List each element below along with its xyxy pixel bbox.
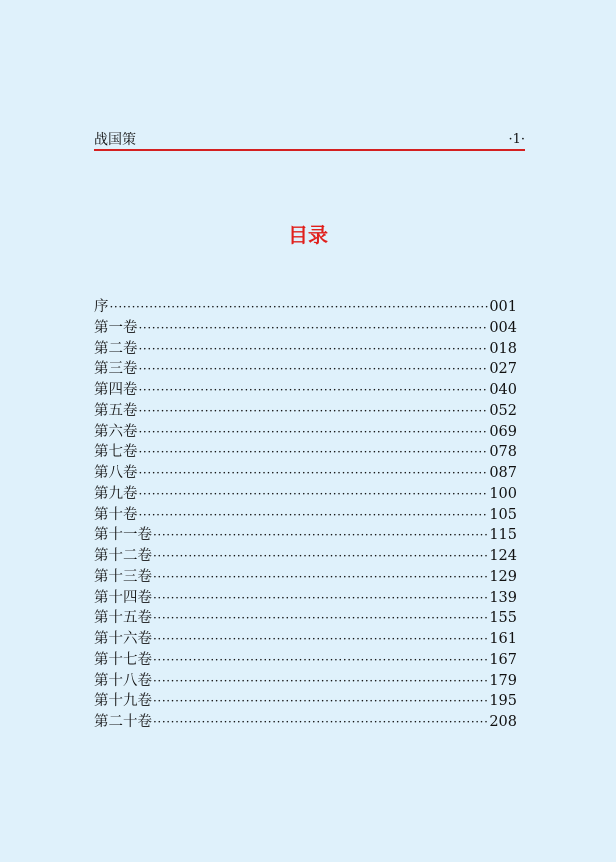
toc-entry-page-number: 115 bbox=[489, 527, 517, 544]
dot-leader bbox=[139, 380, 489, 401]
toc-entry[interactable] bbox=[94, 567, 517, 588]
dot-leader bbox=[139, 484, 489, 505]
toc-entry-page-number: 195 bbox=[489, 693, 517, 710]
toc-entry-label: 第三卷 bbox=[94, 361, 138, 378]
toc-entry-page-number: 040 bbox=[489, 382, 517, 398]
toc-entry[interactable] bbox=[94, 422, 517, 443]
dot-leader bbox=[139, 422, 489, 443]
dot-leader bbox=[139, 463, 489, 484]
toc-entry-page-number: 100 bbox=[489, 485, 517, 502]
toc-entry-label: 序 bbox=[94, 299, 109, 315]
toc-entry[interactable] bbox=[94, 297, 517, 318]
dot-leader bbox=[153, 671, 488, 692]
toc-entry-label: 第十五卷 bbox=[94, 610, 152, 627]
toc-entry-label: 第六卷 bbox=[94, 423, 138, 440]
toc-entry[interactable] bbox=[94, 525, 517, 546]
toc-entry-label: 第九卷 bbox=[94, 485, 138, 502]
dot-leader bbox=[139, 339, 489, 360]
toc-entry[interactable] bbox=[94, 463, 517, 484]
dot-leader bbox=[110, 297, 489, 318]
toc-entry-label: 第一卷 bbox=[94, 319, 138, 336]
toc-entry-label: 第七卷 bbox=[94, 444, 138, 461]
toc-entry-label: 第二十卷 bbox=[94, 714, 152, 730]
toc-entry-page-number: 052 bbox=[489, 402, 517, 419]
toc-entry[interactable] bbox=[94, 691, 517, 712]
toc-entry-label: 第八卷 bbox=[94, 465, 138, 481]
dot-leader bbox=[153, 525, 488, 546]
toc-entry[interactable] bbox=[94, 339, 517, 360]
toc-entry-label: 第五卷 bbox=[94, 402, 138, 419]
toc-entry[interactable] bbox=[94, 401, 517, 422]
toc-entry-page-number: 001 bbox=[489, 299, 517, 315]
toc-entry-page-number: 155 bbox=[489, 610, 517, 627]
dot-leader bbox=[153, 629, 488, 650]
toc-entry-page-number: 208 bbox=[489, 714, 517, 730]
toc-entry-page-number: 027 bbox=[489, 361, 517, 378]
dot-leader bbox=[153, 588, 488, 609]
toc-entry-label: 第十一卷 bbox=[94, 527, 152, 544]
table-of-contents bbox=[94, 297, 517, 733]
dot-leader bbox=[139, 505, 489, 526]
dot-leader bbox=[153, 546, 488, 567]
toc-entry-page-number: 087 bbox=[489, 465, 517, 481]
toc-entry-page-number: 078 bbox=[489, 444, 517, 461]
dot-leader bbox=[139, 318, 489, 339]
toc-entry-label: 第十六卷 bbox=[94, 631, 152, 647]
toc-entry-label: 第十八卷 bbox=[94, 672, 152, 689]
toc-entry[interactable] bbox=[94, 712, 517, 733]
toc-entry-label: 第十二卷 bbox=[94, 548, 152, 564]
toc-entry[interactable] bbox=[94, 318, 517, 339]
toc-entry-page-number: 069 bbox=[489, 423, 517, 440]
dot-leader bbox=[139, 359, 489, 380]
dot-leader bbox=[153, 712, 488, 733]
toc-entry-page-number: 124 bbox=[489, 548, 517, 564]
toc-entry-page-number: 179 bbox=[489, 672, 517, 689]
book-title: 战国策 bbox=[94, 132, 136, 148]
toc-entry-label: 第十卷 bbox=[94, 506, 138, 523]
dot-leader bbox=[139, 401, 489, 422]
toc-entry-label: 第十三卷 bbox=[94, 568, 152, 585]
page-number: ·1· bbox=[508, 132, 525, 147]
toc-entry[interactable] bbox=[94, 505, 517, 526]
toc-entry-page-number: 161 bbox=[489, 631, 517, 647]
dot-leader bbox=[153, 650, 488, 671]
dot-leader bbox=[153, 608, 488, 629]
toc-entry-page-number: 105 bbox=[489, 506, 517, 523]
toc-entry[interactable] bbox=[94, 671, 517, 692]
dot-leader bbox=[153, 567, 488, 588]
toc-entry-page-number: 129 bbox=[489, 568, 517, 585]
toc-entry-label: 第十四卷 bbox=[94, 589, 152, 606]
toc-entry-label: 第十七卷 bbox=[94, 651, 152, 668]
toc-heading: 目录 bbox=[288, 223, 328, 247]
toc-entry[interactable] bbox=[94, 546, 517, 567]
toc-entry[interactable] bbox=[94, 359, 517, 380]
toc-entry[interactable] bbox=[94, 608, 517, 629]
toc-entry-label: 第十九卷 bbox=[94, 693, 152, 710]
toc-entry-page-number: 167 bbox=[489, 651, 517, 668]
dot-leader bbox=[139, 442, 489, 463]
toc-entry[interactable] bbox=[94, 484, 517, 505]
running-header bbox=[94, 131, 525, 151]
toc-entry[interactable] bbox=[94, 650, 517, 671]
toc-entry-page-number: 018 bbox=[489, 340, 517, 357]
toc-entry[interactable] bbox=[94, 588, 517, 609]
toc-entry-page-number: 139 bbox=[489, 589, 517, 606]
toc-entry-label: 第二卷 bbox=[94, 340, 138, 357]
toc-entry[interactable] bbox=[94, 442, 517, 463]
toc-entry[interactable] bbox=[94, 629, 517, 650]
toc-entry-label: 第四卷 bbox=[94, 382, 138, 398]
toc-entry-page-number: 004 bbox=[489, 319, 517, 336]
dot-leader bbox=[153, 691, 488, 712]
toc-entry[interactable] bbox=[94, 380, 517, 401]
